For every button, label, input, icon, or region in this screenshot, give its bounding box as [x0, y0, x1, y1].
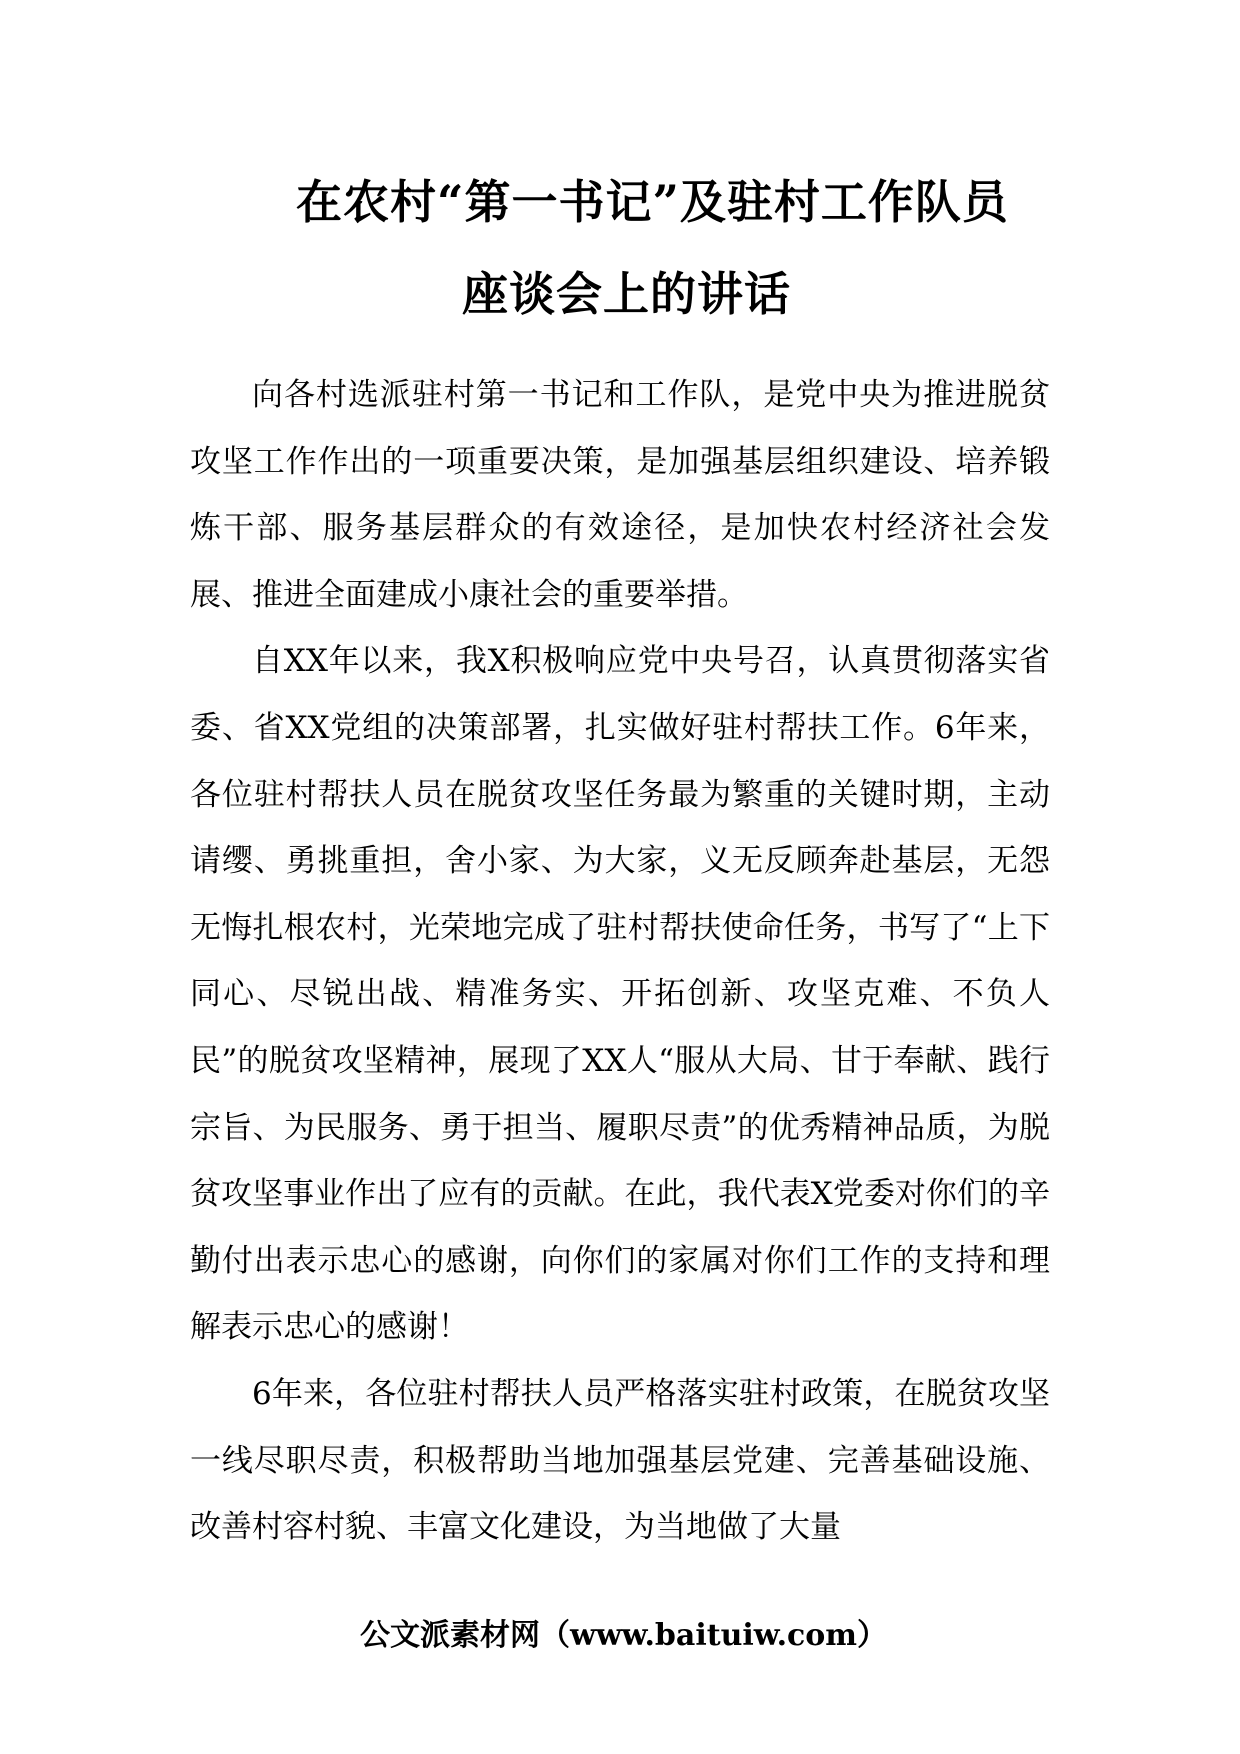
page-footer: 公文派素材网（www.baituiw.com）	[360, 1618, 888, 1653]
body-paragraph-1: 向各村选派驻村第一书记和工作队，是党中央为推进脱贫攻坚工作作出的一项重要决策，是加强基层组织建设、培养锻炼干部、服务基层群众的有效途径，是加快农村经济社会发展、推进全面建成小康社会的重要举措。	[190, 377, 1050, 613]
body-paragraph-2: 自XX年以来，我X积极响应党中央号召，认真贯彻落实省委、省XX党组的决策部署，扎实做好驻村帮扶工作。6年来，各位驻村帮扶人员在脱贫攻坚任务最为繁重的关键时期，主动请缨、勇挑重担，舍小家、为大家，义无反顾奔赴基层，无怨无悔扎根农村，光荣地完成了驻村帮扶使命任务，书写了“上下同心、尽锐出战、精准务实、开拓创新、攻坚克难、不负人民”的脱贫攻坚精神，展现了XX人“服从大局、甘于奉献、践行宗旨、为民服务、勇于担当、履职尽责”的优秀精神品质，为脱贫攻坚事业作出了应有的贡献。在此，我代表X党委对你们的辛勤付出表示忠心的感谢，向你们的家属对你们工作的支持和理解表示忠心的感谢！	[190, 643, 1050, 1346]
document-title-line-1: 在农村“第一书记”及驻村工作队员	[296, 175, 1009, 229]
document-body	[190, 362, 1050, 1561]
body-paragraph-3: 6年来，各位驻村帮扶人员严格落实驻村政策，在脱贫攻坚一线尽职尽责，积极帮助当地加强基层党建、完善基础设施、改善村容村貌、丰富文化建设，为当地做了大量	[190, 1375, 1050, 1546]
document-title-line-2: 座谈会上的讲话	[462, 267, 791, 321]
